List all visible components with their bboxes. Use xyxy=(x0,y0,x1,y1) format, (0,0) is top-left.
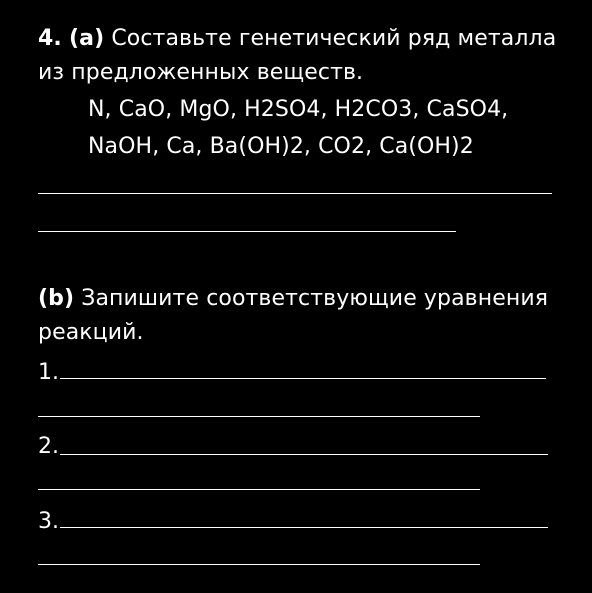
part-a-label: (a) xyxy=(68,26,105,51)
answer-line-a2[interactable] xyxy=(38,231,456,232)
answer-line-b3-first[interactable] xyxy=(60,527,548,528)
task-number: 4. xyxy=(38,26,62,51)
item-number-2: 2. xyxy=(38,434,59,459)
substances-line2: NaOH, Ca, Ba(OH)2, CO2, Ca(OH)2 xyxy=(88,134,474,159)
answer-line-a1[interactable] xyxy=(38,193,552,194)
answer-line-b1-second[interactable] xyxy=(38,416,480,417)
task-a-heading xyxy=(38,24,556,54)
part-b-prompt-line2: реакций. xyxy=(38,320,144,345)
answer-line-b2-first[interactable] xyxy=(60,454,548,455)
answer-line-b1-first[interactable] xyxy=(60,378,546,379)
part-b-label: (b) xyxy=(38,286,75,311)
substances-line1: N, CaO, MgO, H2SO4, H2CO3, CaSO4, xyxy=(88,97,509,122)
answer-line-b2-second[interactable] xyxy=(38,489,480,490)
part-b-prompt-line1: Запишите соответствующие уравнения xyxy=(81,286,549,311)
item-number-3: 3. xyxy=(38,509,59,534)
task-b-heading xyxy=(38,284,548,314)
item-number-1: 1. xyxy=(38,360,59,385)
answer-line-b3-second[interactable] xyxy=(38,564,480,565)
part-a-prompt-line2: из предложенных веществ. xyxy=(38,60,364,85)
part-a-prompt-line1: Составьте генетический ряд металла xyxy=(111,26,557,51)
